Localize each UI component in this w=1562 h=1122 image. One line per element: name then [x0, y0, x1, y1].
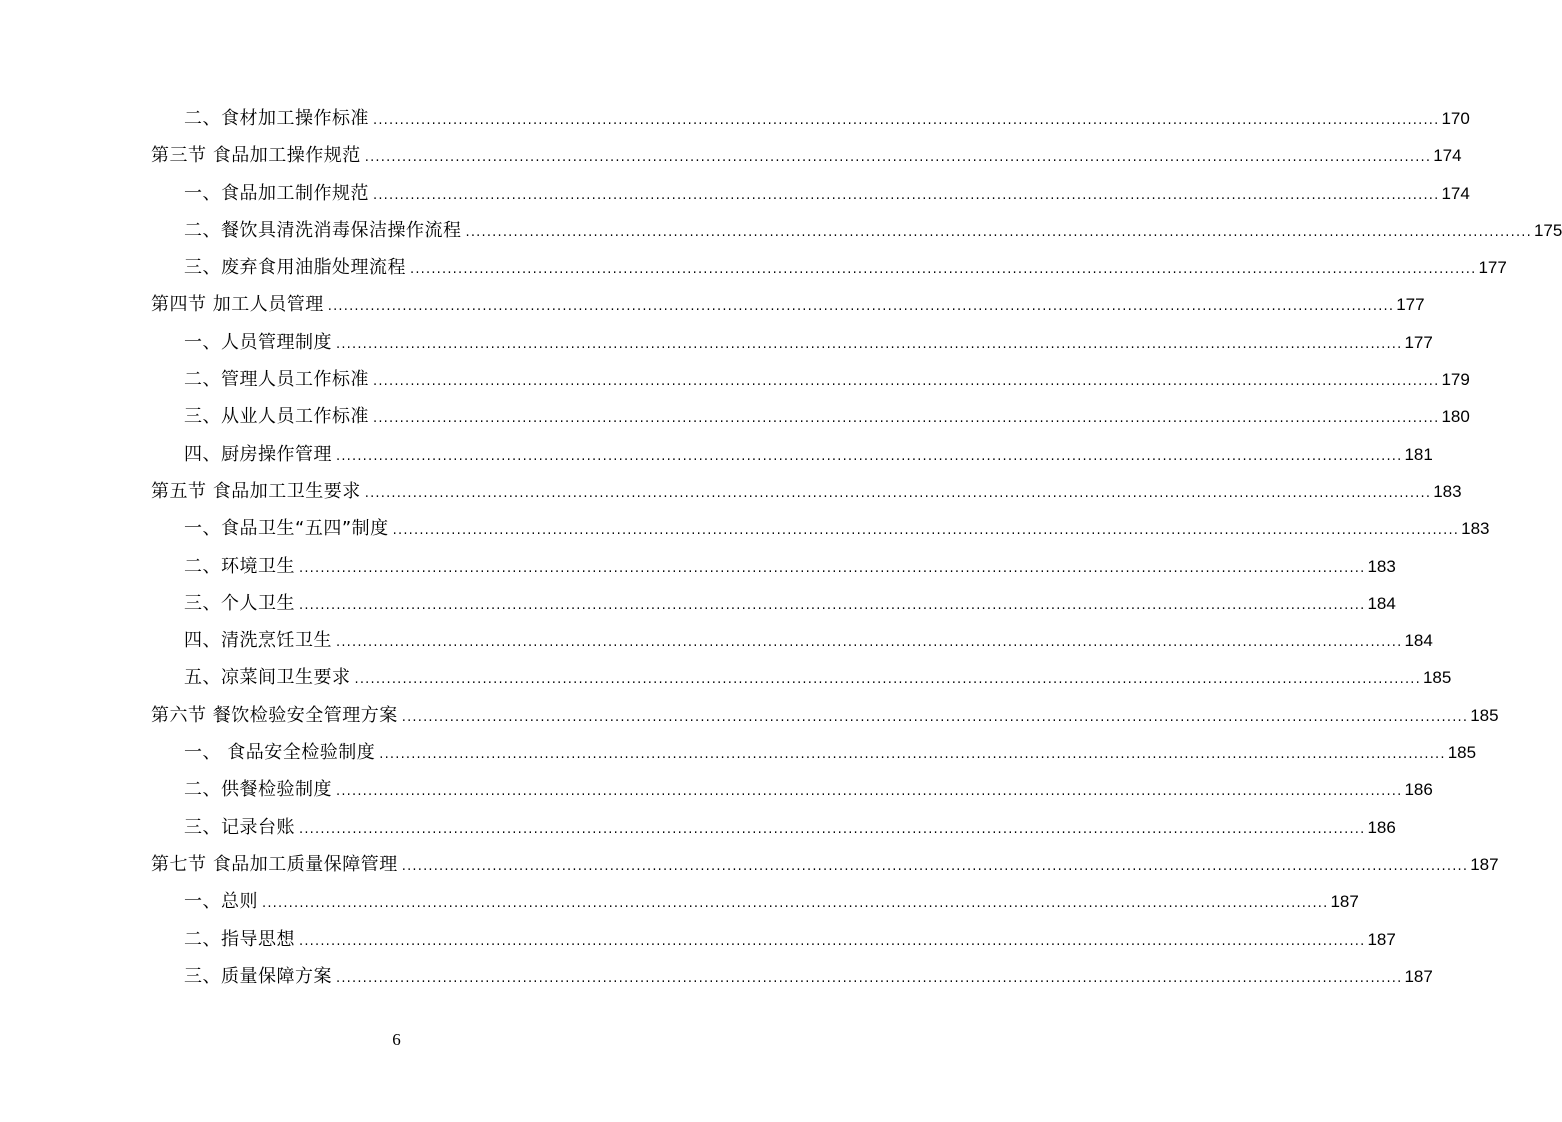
toc-dot-leader: ........................................................................................................................................................................................................: [299, 560, 1366, 576]
toc-dot-leader: ........................................................................................................................................................................................................: [364, 485, 1432, 501]
toc-page-number: 186: [1367, 817, 1396, 837]
toc-entry-label: 四、厨房操作管理: [184, 443, 332, 465]
toc-entry-line: [184, 548, 1396, 585]
toc-section-entry[interactable]: [0, 846, 1499, 883]
toc-page-number: 184: [1404, 631, 1433, 651]
toc-entry-label: 二、食材加工操作标准: [184, 108, 369, 129]
toc-entry-label: 三、记录台账: [184, 816, 295, 838]
toc-entry-label: 二、环境卫生: [184, 555, 295, 577]
toc-entry-label: 第五节 食品加工卫生要求: [151, 480, 361, 502]
toc-page-number: 187: [1404, 966, 1433, 986]
toc-subsection-entry[interactable]: [0, 921, 1396, 958]
toc-entry-label: 第四节 加工人员管理: [151, 294, 324, 316]
toc-entry-line: [184, 659, 1452, 696]
toc-subsection-entry[interactable]: [0, 585, 1396, 622]
toc-subsection-entry[interactable]: [0, 324, 1433, 361]
toc-dot-leader: ........................................................................................................................................................................................................: [373, 113, 1440, 128]
toc-entry-line: [184, 734, 1477, 771]
toc-dot-leader: ........................................................................................................................................................................................................: [410, 262, 1477, 278]
toc-entry-line: [184, 398, 1470, 435]
toc-dot-leader: ........................................................................................................................................................................................................: [392, 523, 1460, 539]
toc-page-number: 185: [1470, 705, 1499, 725]
toc-page-number: 186: [1404, 780, 1433, 800]
toc-subsection-entry[interactable]: [0, 771, 1433, 808]
toc-dot-leader: ........................................................................................................................................................................................................: [373, 411, 1440, 427]
toc-subsection-entry[interactable]: [0, 883, 1359, 920]
toc-entry-line: [151, 473, 1462, 510]
toc-entry-label: 三、废弃食用油脂处理流程: [184, 257, 406, 279]
toc-page-number: 170: [1441, 109, 1470, 128]
toc-page-number: 183: [1461, 519, 1490, 539]
toc-dot-leader: ........................................................................................................................................................................................................: [336, 448, 1403, 464]
toc-dot-leader: ........................................................................................................................................................................................................: [401, 858, 1469, 874]
toc-entry-line: [184, 175, 1470, 212]
toc-entry-line: [151, 286, 1425, 323]
toc-page-number: 177: [1478, 258, 1507, 278]
toc-entry-line: [151, 137, 1462, 174]
toc-section-entry[interactable]: [0, 473, 1462, 510]
toc-entry-label: 二、指导思想: [184, 928, 295, 950]
toc-dot-leader: ........................................................................................................................................................................................................: [401, 709, 1469, 725]
toc-entry-label: 二、管理人员工作标准: [184, 369, 369, 391]
toc-entry-line: [184, 585, 1396, 622]
toc-subsection-entry[interactable]: [0, 510, 1490, 547]
toc-subsection-entry[interactable]: [0, 659, 1452, 696]
toc-subsection-entry[interactable]: [0, 100, 1470, 137]
toc-section-entry[interactable]: [0, 137, 1462, 174]
toc-entry-line: [184, 361, 1470, 398]
toc-entry-line: [184, 100, 1470, 137]
toc-page-number: 180: [1441, 407, 1470, 427]
toc-entry-line: [184, 510, 1490, 547]
toc-page-number: 183: [1367, 556, 1396, 576]
toc-subsection-entry[interactable]: [0, 958, 1433, 995]
toc-page-number: 185: [1447, 743, 1477, 763]
toc-subsection-entry[interactable]: [0, 622, 1433, 659]
toc-page-number: 187: [1470, 854, 1499, 874]
toc-subsection-entry[interactable]: [0, 249, 1507, 286]
toc-subsection-entry[interactable]: [0, 436, 1433, 473]
toc-entry-line: [184, 622, 1433, 659]
toc-entry-label: 一、食品卫生“五四”制度: [184, 518, 389, 540]
toc-entry-label: 第六节 餐饮检验安全管理方案: [151, 704, 398, 726]
toc-entry-line: [184, 809, 1396, 846]
toc-entry-line: [151, 846, 1499, 883]
toc-page-number: 179: [1441, 370, 1470, 390]
toc-entry-label: 二、供餐检验制度: [184, 779, 332, 801]
toc-page-number: 174: [1433, 146, 1462, 166]
toc-subsection-entry[interactable]: [0, 361, 1470, 398]
toc-page-number: 175: [1533, 220, 1562, 240]
toc-subsection-entry[interactable]: [0, 398, 1470, 435]
toc-dot-leader: ........................................................................................................................................................................................................: [373, 187, 1440, 203]
toc-dot-leader: ........................................................................................................................................................................................................: [299, 597, 1366, 613]
toc-entry-label: 第七节 食品加工质量保障管理: [151, 853, 398, 875]
toc-entry-line: [184, 883, 1359, 920]
toc-page-number: 177: [1404, 332, 1433, 352]
toc-section-entry[interactable]: [0, 286, 1425, 323]
toc-page-number: 181: [1404, 444, 1433, 464]
toc-subsection-entry[interactable]: [0, 548, 1396, 585]
toc-page-number: 187: [1330, 892, 1359, 912]
toc-dot-leader: ........................................................................................................................................................................................................: [327, 299, 1395, 315]
toc-page-number: 185: [1422, 668, 1452, 688]
toc-dot-leader: ........................................................................................................................................................................................................: [379, 747, 1446, 763]
toc-entry-label: 三、个人卫生: [184, 592, 295, 614]
toc-dot-leader: ........................................................................................................................................................................................................: [364, 150, 1432, 166]
toc-entry-line: [184, 958, 1433, 995]
toc-dot-leader: ........................................................................................................................................................................................................: [262, 896, 1329, 912]
toc-entry-label: 一、 食品安全检验制度: [184, 742, 376, 764]
toc-entry-label: 一、食品加工制作规范: [184, 182, 369, 204]
toc-entry-line: [184, 324, 1433, 361]
toc-entry-label: 一、总则: [184, 891, 258, 913]
toc-dot-leader: ........................................................................................................................................................................................................: [373, 374, 1440, 390]
toc-entry-label: 五、凉菜间卫生要求: [184, 667, 351, 689]
page-number: 6: [392, 1030, 401, 1049]
toc-entry-label: 三、质量保障方案: [184, 965, 332, 987]
toc-subsection-entry[interactable]: [0, 175, 1470, 212]
toc-entry-label: 四、清洗烹饪卫生: [184, 630, 332, 652]
toc-page-number: 177: [1396, 295, 1425, 315]
toc-dot-leader: ........................................................................................................................................................................................................: [336, 784, 1403, 800]
toc-subsection-entry[interactable]: [0, 212, 1562, 249]
toc-entry-label: 三、从业人员工作标准: [184, 406, 369, 428]
toc-entry-line: [184, 771, 1433, 808]
toc-dot-leader: ........................................................................................................................................................................................................: [299, 933, 1366, 949]
table-of-contents: [0, 100, 1562, 995]
toc-page-number: 187: [1367, 929, 1396, 949]
toc-page-number: 184: [1367, 593, 1396, 613]
toc-entry-line: [184, 249, 1507, 286]
toc-entry-line: [184, 212, 1562, 249]
toc-dot-leader: ........................................................................................................................................................................................................: [465, 224, 1532, 240]
toc-entry-line: [184, 921, 1396, 958]
toc-subsection-entry[interactable]: [0, 809, 1396, 846]
toc-subsection-entry[interactable]: [0, 734, 1477, 771]
toc-entry-label: 第三节 食品加工操作规范: [151, 145, 361, 167]
toc-dot-leader: ........................................................................................................................................................................................................: [336, 336, 1403, 352]
toc-entry-label: 一、人员管理制度: [184, 331, 332, 353]
toc-dot-leader: ........................................................................................................................................................................................................: [336, 970, 1403, 986]
toc-dot-leader: ........................................................................................................................................................................................................: [354, 672, 1421, 688]
toc-page-number: 183: [1433, 481, 1462, 501]
toc-section-entry[interactable]: [0, 697, 1499, 734]
toc-entry-label: 二、餐饮具清洗消毒保洁操作流程: [184, 219, 462, 241]
toc-dot-leader: ........................................................................................................................................................................................................: [299, 821, 1366, 837]
toc-page-number: 174: [1441, 183, 1470, 203]
toc-dot-leader: ........................................................................................................................................................................................................: [336, 635, 1403, 651]
toc-entry-line: [151, 697, 1499, 734]
toc-entry-line: [184, 436, 1433, 473]
